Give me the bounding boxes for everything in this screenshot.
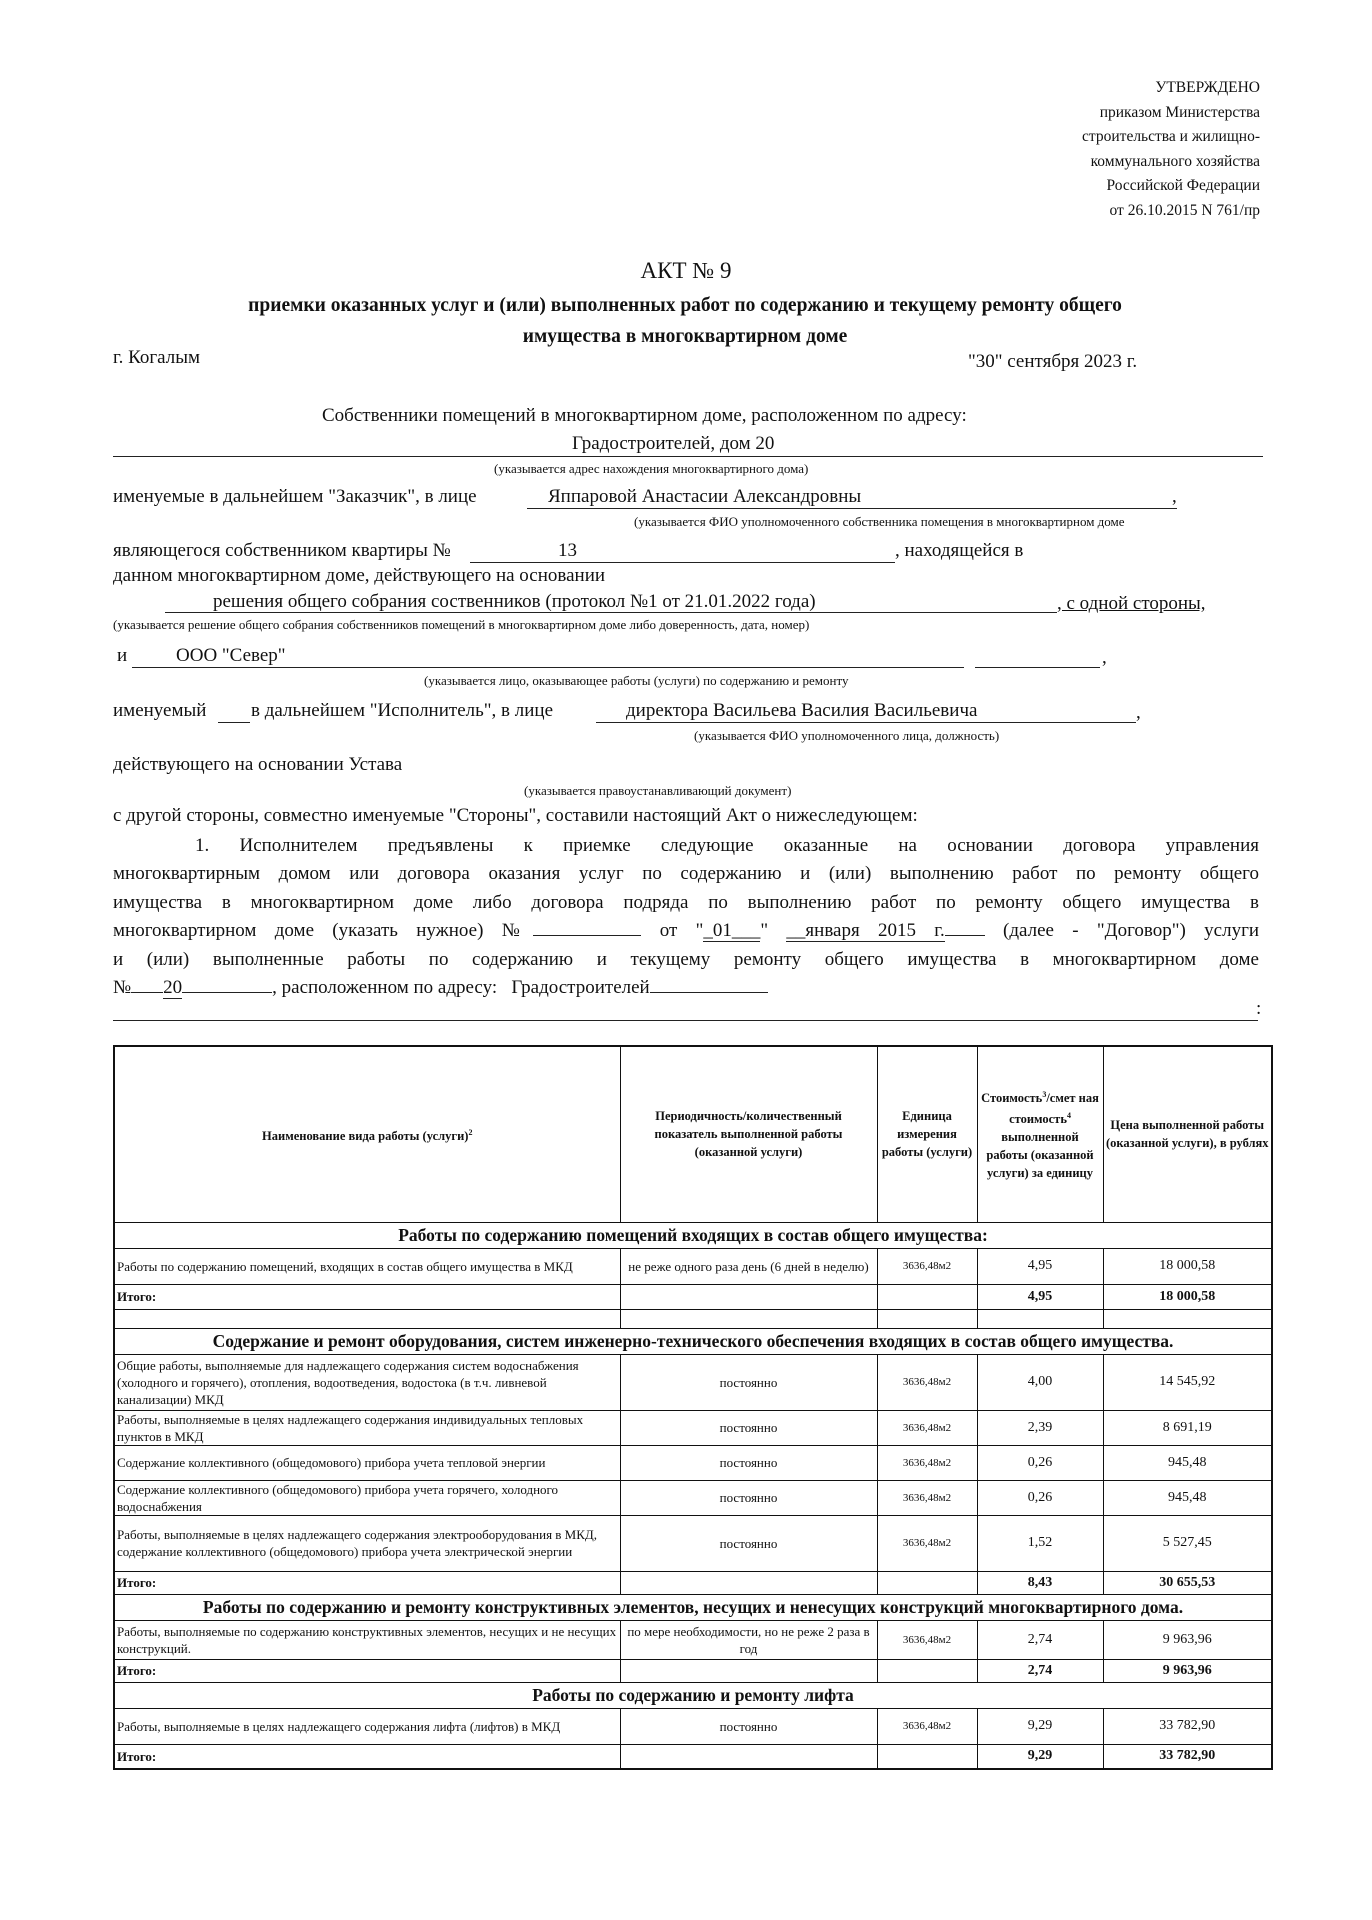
empty-cell: [620, 1744, 877, 1769]
contract-month: января 2015 г.: [805, 920, 945, 942]
total-cost: 9,29: [977, 1744, 1103, 1769]
unit-cost-cell: 1,52: [977, 1515, 1103, 1571]
empty-cell: [877, 1659, 977, 1682]
empty-cell: [877, 1571, 977, 1594]
approval-line: коммунального хозяйства: [1090, 152, 1260, 170]
total-row: [114, 1571, 1272, 1594]
total-label: Итого:: [114, 1571, 620, 1594]
act-subtitle-line: приемки оказанных услуг и (или) выполненных работ по содержанию и текущему ремонту общего: [248, 295, 1122, 316]
clause-end-mark: :: [1256, 998, 1262, 1019]
table-row: [114, 1445, 1272, 1480]
section-header-row: [114, 1222, 1272, 1248]
work-name-cell: Работы, выполняемые в целях надлежащего содержания индивидуальных тепловых пунктов в МКД: [114, 1410, 620, 1445]
basis-value: решения общего собрания соственников (протокол №1 от 21.01.2022 года): [213, 591, 816, 612]
customer-underline: [527, 508, 1177, 509]
basis-intro: данном многоквартирном доме, действующего на основании: [113, 565, 606, 586]
unit-cell: 3636,48м2: [877, 1248, 977, 1284]
city: г. Когалым: [113, 347, 201, 368]
acting-basis: действующего на основании Устава: [113, 754, 403, 775]
empty-cell: [877, 1744, 977, 1769]
price-cell: 14 545,92: [1103, 1354, 1272, 1410]
total-label: Итого:: [114, 1744, 620, 1769]
period-cell: постоянно: [620, 1708, 877, 1744]
unit-cost-cell: 2,74: [977, 1620, 1103, 1659]
unit-cell: 3636,48м2: [877, 1354, 977, 1410]
empty-cell: [620, 1309, 877, 1328]
clause-line: и (или) выполненные работы по содержанию и текущему ремонту общего имущества в многоквартирном доме: [113, 948, 1259, 970]
unit-cell: 3636,48м2: [877, 1410, 977, 1445]
approval-line: приказом Министерства: [1099, 103, 1260, 121]
act-date: "30" сентября 2023 г.: [968, 351, 1138, 372]
contractor-underline: [132, 667, 964, 668]
empty-cell: [977, 1309, 1103, 1328]
empty-cell: [877, 1284, 977, 1309]
empty-cell: [620, 1571, 877, 1594]
customer-prefix: именуемые в дальнейшем "Заказчик", в лице: [113, 486, 477, 507]
act-title: АКТ № 9: [640, 258, 732, 283]
header-price: Цена выполненной работы (оказанной услуги), в рублях: [1103, 1046, 1272, 1222]
price-cell: 18 000,58: [1103, 1248, 1272, 1284]
table-row: [114, 1515, 1272, 1571]
work-name-cell: Работы, выполняемые по содержанию конструктивных элементов, несущих и не несущих конструкций.: [114, 1620, 620, 1659]
period-cell: по мере необходимости, но не реже 2 раза в год: [620, 1620, 877, 1659]
approval-line: от 26.10.2015 N 761/пр: [1109, 201, 1260, 219]
customer-name: Яппаровой Анастасии Александровны: [548, 486, 862, 507]
clause-line: 1. Исполнителем предъявлены к приемке следующие оказанные на основании договора управления: [195, 835, 1259, 856]
work-name-cell: Работы по содержанию помещений, входящих в состав общего имущества в МКД: [114, 1248, 620, 1284]
house-number: 20: [163, 977, 183, 999]
unit-cost-cell: 0,26: [977, 1480, 1103, 1515]
address-value: Градостроителей, дом 20: [572, 433, 775, 454]
apartment-prefix: являющегося собственником квартиры №: [113, 540, 451, 561]
period-cell: постоянно: [620, 1410, 877, 1445]
clause-text: ": [760, 920, 769, 942]
total-row: [114, 1744, 1272, 1769]
price-cell: 9 963,96: [1103, 1620, 1272, 1659]
empty-cell: [620, 1284, 877, 1309]
work-name-cell: Работы, выполняемые в целях надлежащего содержания электрооборудования в МКД, содержание коллективного (общедомового) прибора учета электрической энергии: [114, 1515, 620, 1571]
total-cost: 4,95: [977, 1284, 1103, 1309]
address-hint: (указывается адрес нахождения многоквартирного дома): [494, 461, 809, 476]
header-period: Периодичность/количественный показатель выполненной работы (оказанной услуги): [620, 1046, 877, 1222]
approval-line: Российской Федерации: [1106, 177, 1260, 194]
unit-cell: 3636,48м2: [877, 1708, 977, 1744]
total-price: 30 655,53: [1103, 1571, 1272, 1594]
clause-line: имущества в многоквартирном доме либо договора подряда по выполнению работ по ремонту общего имущества в: [113, 891, 1259, 913]
empty-cell: [620, 1659, 877, 1682]
section-title: Работы по содержанию и ремонту конструктивных элементов, несущих и ненесущих конструкций многоквартирного дома.: [114, 1594, 1272, 1620]
apartment-underline: [470, 562, 895, 563]
header-unit: Единица измерения работы (услуги): [877, 1046, 977, 1222]
empty-cell: [877, 1309, 977, 1328]
section-title: Содержание и ремонт оборудования, систем инженерно-технического обеспечения входящих в состав общего имущества.: [114, 1328, 1272, 1354]
unit-cost-cell: 9,29: [977, 1708, 1103, 1744]
unit-cell: 3636,48м2: [877, 1515, 977, 1571]
table-row: [114, 1354, 1272, 1410]
apartment-number: 13: [558, 540, 577, 561]
table-header-row: [114, 1046, 1272, 1222]
section-header-row: [114, 1328, 1272, 1354]
contractor-prefix-1: именуемый: [113, 700, 207, 721]
table-body: [114, 1222, 1272, 1769]
approval-block: [1082, 76, 1260, 223]
unit-cost-cell: 4,95: [977, 1248, 1103, 1284]
acting-hint: (указывается правоустанавливающий документ): [524, 783, 792, 798]
work-name-cell: Содержание коллективного (общедомового) прибора учета тепловой энергии: [114, 1445, 620, 1480]
total-row: [114, 1284, 1272, 1309]
act-subtitle: [110, 290, 1260, 352]
closing-text: с другой стороны, совместно именуемые "Стороны", составили настоящий Акт о нижеследующем:: [113, 805, 918, 826]
section-title: Работы по содержанию помещений входящих в состав общего имущества:: [114, 1222, 1272, 1248]
contractor-prefix-2: в дальнейшем "Исполнитель", в лице: [251, 700, 553, 721]
works-table: [113, 1045, 1273, 1770]
total-price: 9 963,96: [1103, 1659, 1272, 1682]
clause-text: от ": [659, 920, 704, 942]
table-row: [114, 1480, 1272, 1515]
table-row: [114, 1708, 1272, 1744]
spacer-row: [114, 1309, 1272, 1328]
clause-address: Градостроителей: [511, 977, 650, 999]
contractor-name: ООО "Север": [176, 645, 286, 666]
act-subtitle-line: имущества в многоквартирном доме: [522, 326, 848, 347]
period-cell: не реже одного раза день (6 дней в неделю): [620, 1248, 877, 1284]
basis-suffix: , с одной стороны,: [1057, 593, 1206, 614]
clause-end-underline: [113, 1020, 1258, 1021]
clause-line: многоквартирном доме (указать нужное) № от "_01___" __января 2015 г. (далее - "Договор") услуги: [113, 920, 1260, 942]
short-underline: [218, 722, 250, 723]
period-cell: постоянно: [620, 1480, 877, 1515]
basis-hint: (указывается решение общего собрания собственников помещений в многоквартирном доме либо доверенность, дата, номер): [113, 617, 810, 632]
empty-cell: [114, 1309, 620, 1328]
clause-text: , расположенном по адресу:: [272, 977, 498, 999]
unit-cost-cell: 2,39: [977, 1410, 1103, 1445]
price-cell: 5 527,45: [1103, 1515, 1272, 1571]
table-row: [114, 1410, 1272, 1445]
total-cost: 8,43: [977, 1571, 1103, 1594]
clause-line: многоквартирным домом или договора оказания услуг по содержанию и (или) выполнению работ по ремонту общего: [113, 863, 1259, 885]
work-name-cell: Общие работы, выполняемые для надлежащего содержания систем водоснабжения (холодного и горячего), отопления, водоотведения, водостока (в т.ч. ливневой канализации) МКД: [114, 1354, 620, 1410]
approval-line: строительства и жилищно-: [1082, 128, 1260, 145]
price-cell: 945,48: [1103, 1480, 1272, 1515]
address-underline: [113, 456, 1263, 457]
approval-line: УТВЕРЖДЕНО: [1155, 79, 1260, 96]
clause-text: №: [113, 977, 132, 999]
total-cost: 2,74: [977, 1659, 1103, 1682]
clause-1: [113, 832, 1259, 1002]
and-label: и: [117, 645, 128, 666]
period-cell: постоянно: [620, 1445, 877, 1480]
clause-line: [113, 974, 1259, 1002]
contractor-hint: (указывается лицо, оказывающее работы (услуги) по содержанию и ремонту: [424, 673, 849, 688]
period-cell: постоянно: [620, 1515, 877, 1571]
unit-cost-cell: 0,26: [977, 1445, 1103, 1480]
work-name-cell: Работы, выполняемые в целях надлежащего содержания лифта (лифтов) в МКД: [114, 1708, 620, 1744]
contractor-person-underline: [596, 722, 1136, 723]
total-price: 33 782,90: [1103, 1744, 1272, 1769]
clause-text: (далее - "Договор") услуги: [1003, 920, 1260, 942]
customer-hint: (указывается ФИО уполномоченного собственника помещения в многоквартирном доме: [634, 514, 1125, 529]
contractor-person-hint: (указывается ФИО уполномоченного лица, должность): [694, 728, 1000, 743]
total-label: Итого:: [114, 1284, 620, 1309]
apartment-suffix: , находящейся в: [895, 540, 1024, 561]
table-row: [114, 1620, 1272, 1659]
contractor-person: директора Васильева Василия Васильевича: [626, 700, 978, 721]
header-unit-cost: Стоимость$^3$/смет ная стоимость$^4$ выполненной работы (оказанной услуги) за единицу: [977, 1046, 1103, 1222]
price-cell: 945,48: [1103, 1445, 1272, 1480]
total-row: [114, 1659, 1272, 1682]
clause-text: многоквартирном доме (указать нужное) №: [113, 920, 534, 942]
period-cell: постоянно: [620, 1354, 877, 1410]
section-header-row: [114, 1682, 1272, 1708]
section-header-row: [114, 1594, 1272, 1620]
total-label: Итого:: [114, 1659, 620, 1682]
price-cell: 33 782,90: [1103, 1708, 1272, 1744]
total-price: 18 000,58: [1103, 1284, 1272, 1309]
header-work-name: Наименование вида работы (услуги)$^2$: [114, 1046, 620, 1222]
section-title: Работы по содержанию и ремонту лифта: [114, 1682, 1272, 1708]
work-name-cell: Содержание коллективного (общедомового) прибора учета горячего, холодного водоснабжения: [114, 1480, 620, 1515]
table-row: [114, 1248, 1272, 1284]
unit-cell: 3636,48м2: [877, 1445, 977, 1480]
unit-cell: 3636,48м2: [877, 1480, 977, 1515]
owners-intro: Собственники помещений в многоквартирном доме, расположенном по адресу:: [322, 405, 967, 426]
contract-day: 01: [712, 920, 732, 942]
contractor-underline-2: [975, 667, 1100, 668]
empty-cell: [1103, 1309, 1272, 1328]
unit-cell: 3636,48м2: [877, 1620, 977, 1659]
unit-cost-cell: 4,00: [977, 1354, 1103, 1410]
price-cell: 8 691,19: [1103, 1410, 1272, 1445]
